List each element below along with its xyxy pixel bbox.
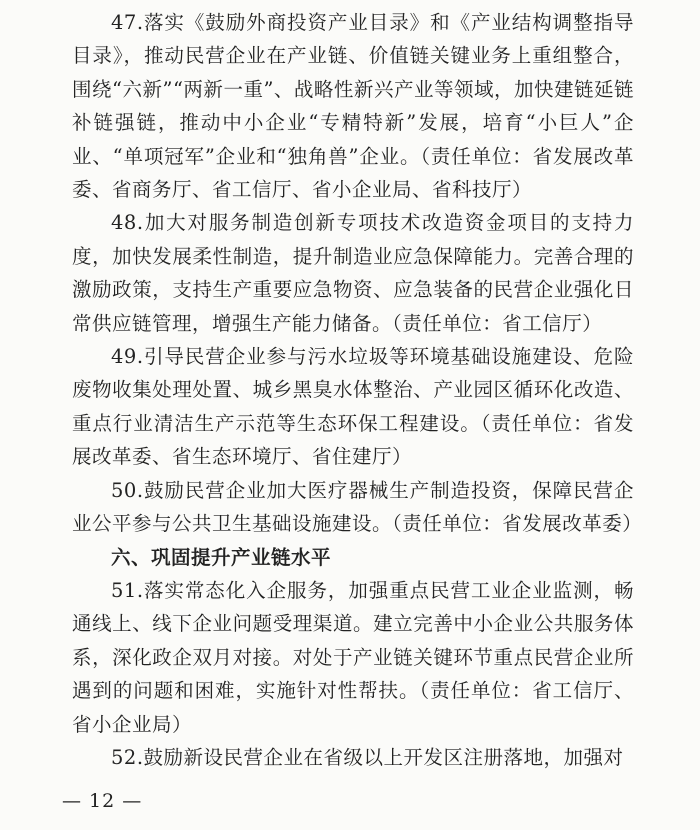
paragraph-47: 47.落实《鼓励外商投资产业目录》和《产业结构调整指导目录》，推动民营企业在产业链、价值链关键业务上重组整合，围绕“六新”“两新一重”、战略性新兴产业等领域，加快建链延链补链强链，推动中小企业“专精特新”发展，培育“小巨人”企业、“单项冠军”企业和“独角兽”企业。（责任单位：省发展改革委、省商务厅、省工信厅、省小企业局、省科技厅） bbox=[72, 11, 634, 202]
paragraph-52: 52.鼓励新设民营企业在省级以上开发区注册落地，加强对 bbox=[111, 745, 624, 769]
section-heading: 六、巩固提升产业链水平 bbox=[111, 545, 332, 569]
paragraph-50: 50.鼓励民营企业加大医疗器械生产制造投资，保障民营企业公平参与公共卫生基础设施建设。（责任单位：省发展改革委） bbox=[72, 478, 643, 536]
paragraph-51: 51.落实常态化入企服务，加强重点民营工业企业监测，畅通线上、线下企业问题受理渠道。建立完善中小企业公共服务体系，深化政企双月对接。对处于产业链关键环节重点民营企业所遇到的问题和困难，实施针对性帮扶。（责任单位：省工信厅、省小企业局） bbox=[72, 578, 634, 736]
paragraph-48: 48.加大对服务制造创新专项技术改造资金项目的支持力度，加快发展柔性制造，提升制造业应急保障能力。完善合理的激励政策，支持生产重要应急物资、应急装备的民营企业强化日常供应链管理，增强生产能力储备。（责任单位：省工信厅） bbox=[72, 211, 634, 335]
paragraph-49: 49.引导民营企业参与污水垃圾等环境基础设施建设、危险废物收集处理处置、城乡黑臭水体整治、产业园区循环化改造、重点行业清洁生产示范等生态环保工程建设。（责任单位：省发展改革委、省生态环境厅、省住建厅） bbox=[72, 345, 634, 469]
page-number: — 12 — bbox=[62, 790, 143, 812]
